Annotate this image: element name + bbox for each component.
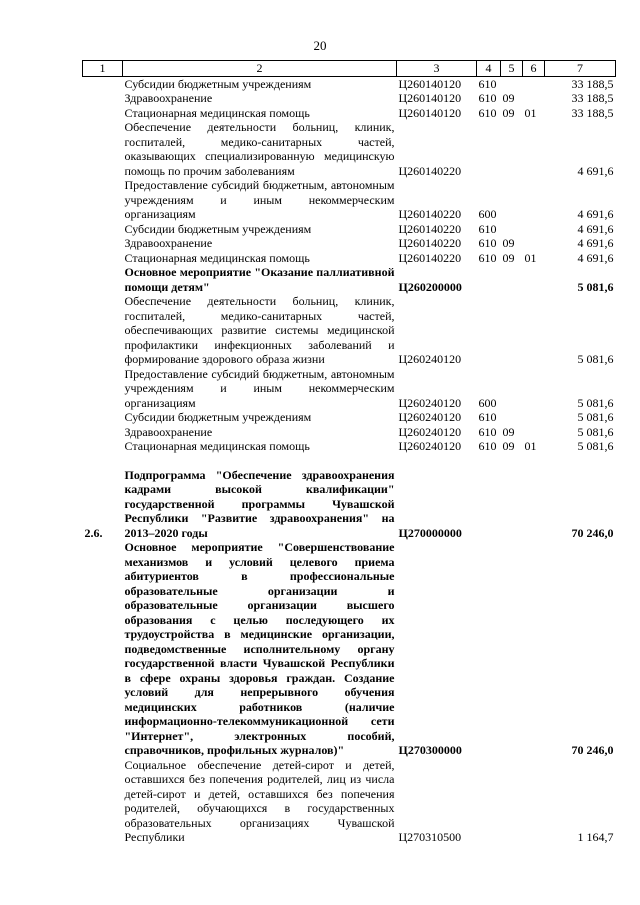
row-expense-type: 600 [478,395,497,410]
row-amount: 33 188,5 [571,105,614,120]
row-code: Ц260140120 [398,76,462,91]
row-amount: 4 691,6 [577,207,614,221]
row-name: Предоставление субсидий бюджетным, автономным учреждениям и иным некоммерческим организациям [124,366,395,410]
row-expense-type: 610 [478,105,497,120]
row-expense-type [477,540,501,758]
header-col-3: 3 [397,61,477,77]
row-number [83,294,123,367]
row-number [83,425,123,440]
row-name: Обеспечение деятельности больниц, клиник, госпиталей, медико-санитарных частей, обеспечивающих развитие системы медицинской профилактики инфекционных заболеваний и формирование здорового образа жизни [124,294,395,366]
row-subsection [523,120,545,178]
row-amount: 4 691,6 [577,163,614,178]
row-amount: 5 081,6 [577,410,614,424]
row-section [501,265,523,294]
row-section: 09 [502,91,515,105]
row-name: Обеспечение деятельности больниц, клиник, госпиталей, медико-санитарных частей, оказывающих специализированную медицинскую помощь по прочим заболеваниям [124,120,395,178]
row-subsection [523,540,545,758]
row-name: Субсидии бюджетным учреждениям [124,410,312,424]
row-expense-type: 600 [478,207,497,221]
row-subsection [523,222,545,237]
header-col-1: 1 [83,61,123,77]
row-name: Здравоохранение [124,91,213,105]
row-expense-type [477,294,501,367]
table-row [83,236,616,251]
row-amount: 5 081,6 [577,395,614,410]
row-name: Здравоохранение [124,236,213,250]
row-amount: 4 691,6 [577,236,614,250]
row-code: Ц260240120 [398,424,462,439]
row-section [501,294,523,367]
table-row [83,294,616,367]
row-section: 09 [502,236,515,250]
row-section [501,410,523,425]
row-subsection [523,367,545,411]
row-subsection [523,468,545,541]
row-name: Субсидии бюджетным учреждениям [124,221,312,236]
row-section [501,222,523,237]
row-name: Стационарная медицинская помощь [124,105,310,120]
row-expense-type: 610 [478,439,497,453]
row-amount: 5 081,6 [577,279,614,294]
row-expense-type: 610 [478,236,497,250]
table-row [83,468,616,541]
row-expense-type: 610 [478,410,497,424]
row-section [501,540,523,758]
table-row [83,758,616,845]
row-code: Ц270000000 [398,525,462,540]
row-amount: 4 691,6 [577,221,614,236]
row-number [83,367,123,411]
row-subsection: 01 [524,250,537,265]
header-col-7: 7 [545,61,616,77]
row-section [501,76,523,91]
header-col-2: 2 [123,61,397,77]
row-amount: 70 246,0 [571,743,614,757]
row-number [83,178,123,222]
row-number [83,540,123,758]
table-row [83,367,616,411]
row-section: 09 [502,105,515,120]
table-row [83,76,616,91]
row-name: Стационарная медицинская помощь [124,439,310,453]
header-col-5: 5 [501,61,523,77]
budget-table [82,60,616,845]
row-amount: 1 164,7 [577,830,614,844]
row-subsection: 01 [524,105,537,120]
row-section [501,178,523,222]
row-expense-type: 610 [478,91,497,105]
row-subsection: 01 [524,439,537,453]
row-subsection [523,178,545,222]
row-name: Основное мероприятие "Оказание паллиативной помощи детям" [124,265,395,294]
row-code: Ц270310500 [398,830,462,844]
header-col-4: 4 [477,61,501,77]
row-expense-type: 610 [478,221,497,236]
row-subsection [523,76,545,91]
row-subsection [523,410,545,425]
spacer-row [83,454,616,468]
row-section: 09 [502,439,515,453]
row-section [501,367,523,411]
row-number [83,120,123,178]
row-number [83,106,123,121]
table-body [83,76,616,845]
row-subsection [523,236,545,251]
spacer-cell [83,454,616,468]
row-name: Предоставление субсидий бюджетным, автономным учреждениям и иным некоммерческим организациям [124,178,395,221]
row-code: Ц260140120 [398,105,462,120]
row-code: Ц260240120 [398,439,462,453]
row-number [83,251,123,266]
table-row [83,425,616,440]
row-amount: 33 188,5 [571,91,614,105]
row-number [83,91,123,106]
table-row [83,410,616,425]
row-section [501,120,523,178]
row-expense-type [477,120,501,178]
table-row [83,540,616,758]
row-number [83,439,123,454]
row-amount: 5 081,6 [577,424,614,439]
table-row [83,265,616,294]
row-name: Основное мероприятие "Совершенствование механизмов и условий целевого приема абитуриентов в профессиональные образовательные организации и образовательные организации высшего образования с целью последующего их трудоустройства в медицинские организации, подведомственные исполнительному органу государственной власти Чувашской Республики в сфере охраны здоровья граждан. Создание условий для непрерывного обучения медицинских работников (наличие информационно-телекоммуникационной сети "Интернет", электронных пособий, справочников, профильных журналов)" [124,540,395,757]
row-expense-type: 610 [478,76,497,91]
table-row [83,222,616,237]
row-code: Ц260140220 [398,221,462,236]
row-amount: 4 691,6 [577,250,614,265]
row-expense-type [477,758,501,845]
row-name: Социальное обеспечение детей-сирот и детей, оставшихся без попечения родителей, лиц из числа детей-сирот и детей, оставшихся без попечения родителей, обучающихся в государственных образовательных организациях Чувашской Республики [124,757,395,844]
table-row [83,120,616,178]
row-name: Подпрограмма "Обеспечение здравоохранения кадрами высокой квалификации" государственной программы Чувашской Республики "Развитие здравоохранения" на 2013–2020 годы [124,467,395,540]
row-subsection [523,294,545,367]
row-number [83,410,123,425]
row-amount: 70 246,0 [571,525,614,540]
row-number [83,758,123,845]
row-code: Ц270300000 [398,743,462,757]
row-code: Ц260140220 [398,163,462,178]
row-number [83,236,123,251]
row-code: Ц260140220 [398,236,462,250]
row-expense-type: 610 [478,424,497,439]
row-code: Ц260240120 [398,410,462,424]
table-row [83,251,616,266]
table-row [83,178,616,222]
row-number [83,76,123,91]
row-expense-type [477,468,501,541]
row-expense-type [477,265,501,294]
page-number: 20 [313,38,327,53]
row-code: Ц260240120 [398,352,462,366]
header-col-6: 6 [523,61,545,77]
row-number [83,265,123,294]
table-row [83,91,616,106]
row-section [501,758,523,845]
row-expense-type: 610 [478,250,497,265]
row-name: Здравоохранение [124,424,213,439]
row-section [501,468,523,541]
row-number: 2.6. [84,525,103,540]
row-name: Стационарная медицинская помощь [124,250,310,265]
row-subsection [523,425,545,440]
row-subsection [523,265,545,294]
table-row [83,439,616,454]
table-row [83,106,616,121]
row-code: Ц260140220 [398,250,462,265]
row-number [83,222,123,237]
row-code: Ц260140120 [398,91,462,105]
row-code: Ц260140220 [398,207,462,221]
row-amount: 5 081,6 [577,439,614,453]
row-code: Ц260240120 [398,395,462,410]
row-amount: 5 081,6 [577,352,614,366]
table-header-row [83,61,616,77]
row-amount: 33 188,5 [571,76,614,91]
row-code: Ц260200000 [398,279,462,294]
row-subsection [523,758,545,845]
row-section: 09 [502,424,515,439]
row-section: 09 [502,250,515,265]
row-subsection [523,91,545,106]
row-name: Субсидии бюджетным учреждениям [124,76,312,91]
